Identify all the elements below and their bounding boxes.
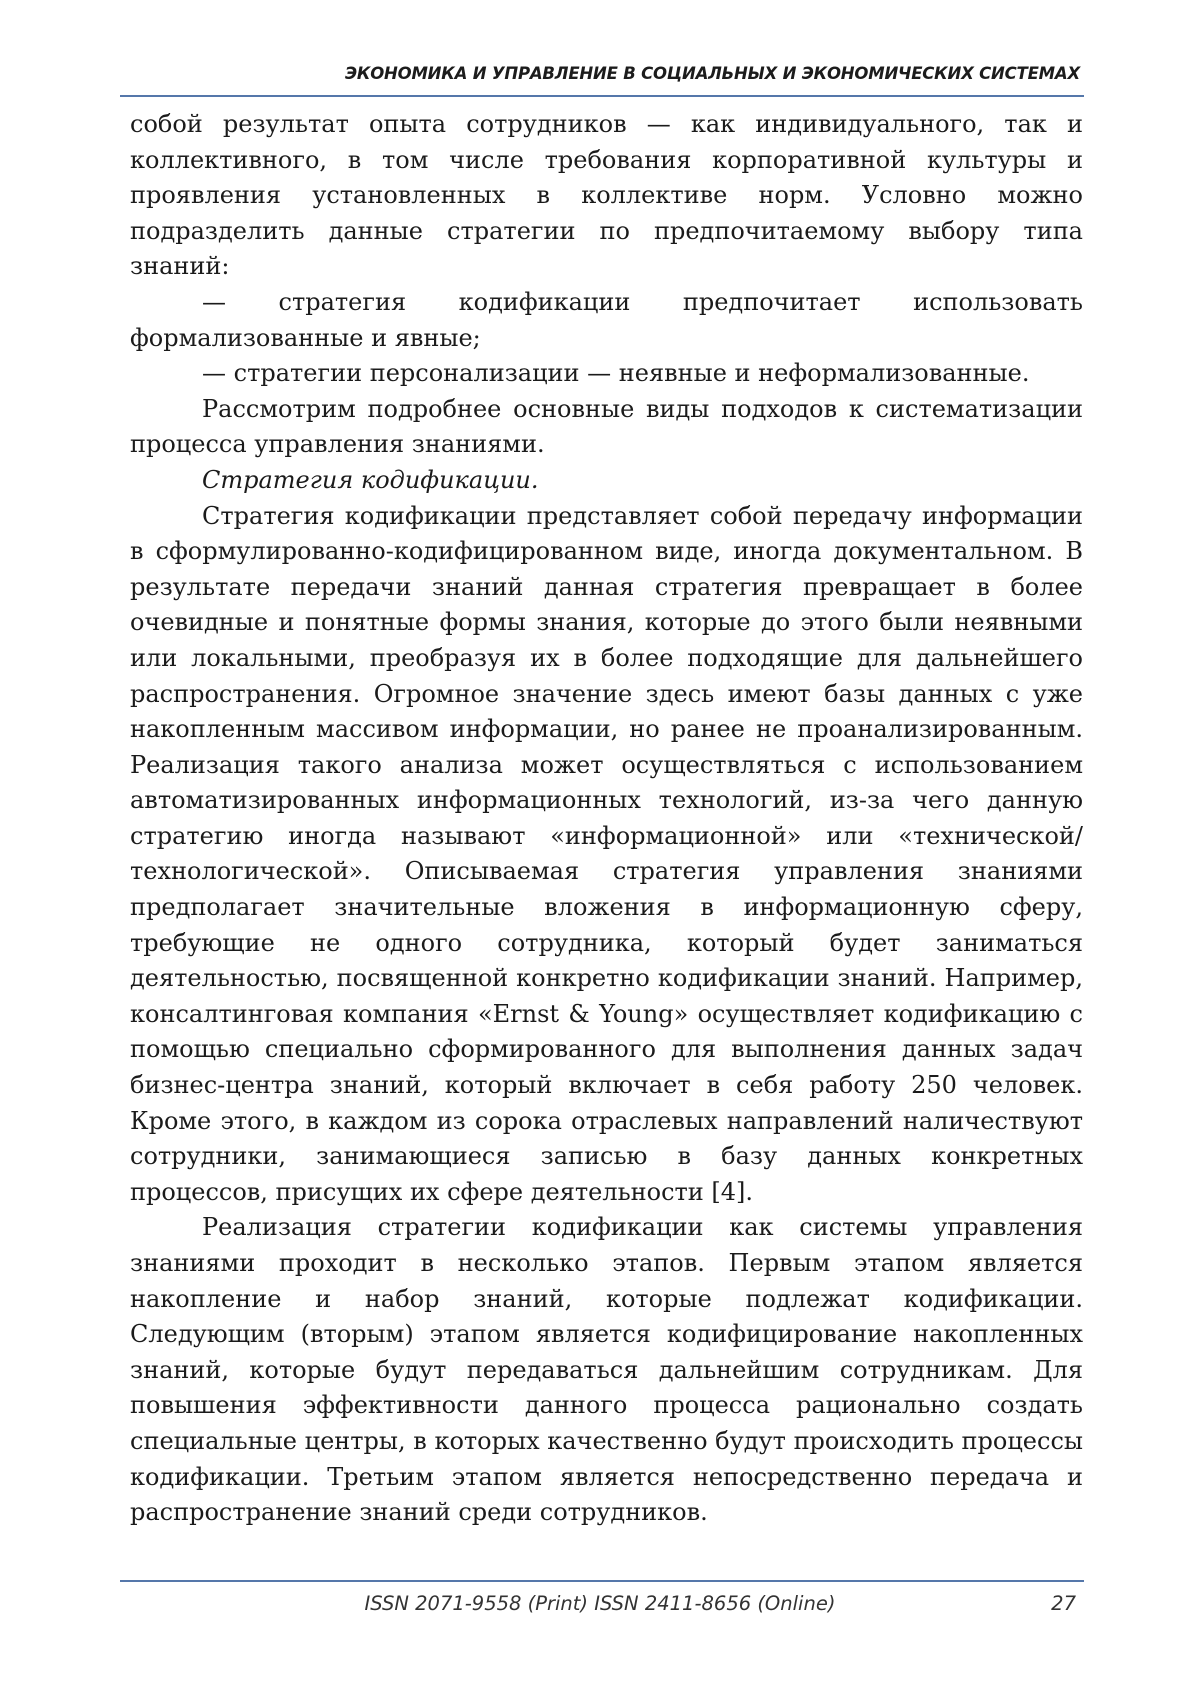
section-heading-codification-strategy: Стратегия кодификации.: [130, 463, 1083, 499]
paragraph-codification-stages: Реализация стратегии кодификации как системы управления знаниями проходит в несколько этапов. Первым этапом является накопление и набор знаний, которые подлежат кодификации. Следующим (вторым) этапом является кодифицирование накопленных знаний, которые будут передаваться дальнейшим сотрудникам. Для повышения эффективности данного процесса рационально создать специальные центры, в которых качественно будут происходить процессы кодификации. Третьим этапом является непосредственно передача и распространение знаний среди сотрудников.: [130, 1210, 1083, 1530]
paragraph-approaches: Рассмотрим подробнее основные виды подходов к систематизации процесса управления знаниями.: [130, 392, 1083, 463]
footer-issn: ISSN 2071-9558 (Print) ISSN 2411-8656 (Online): [0, 1592, 1200, 1615]
paragraph-codification-description: Стратегия кодификации представляет собой передачу информации в сформулированно-кодифицированном виде, иногда документальном. В результате передачи знаний данная стратегия превращает в более очевидные и понятные формы знания, которые до этого были неявными или локальными, преобразуя их в более подходящие для дальнейшего распространения. Огромное значение здесь имеют базы данных с уже накопленным массивом информации, но ранее не проанализированным. Реализация такого анализа может осуществляться с использованием автоматизированных информационных технологий, из-за чего данную стратегию иногда называют «информационной» или «технической/технологической». Описываемая стратегия управления знаниями предполагает значительные вложения в информационную сферу, требующие не одного сотрудника, который будет заниматься деятельностью, посвященной конкретно кодификации знаний. Например, консалтинговая компания «Ernst & Young» осуществляет кодификацию с помощью специально сформированного для выполнения данных задач бизнес-центра знаний, который включает в себя работу 250 человек. Кроме этого, в каждом из сорока отраслевых направлений наличествуют сотрудники, занимающиеся записью в базу данных конкретных процессов, присущих их сфере деятельности [4].: [130, 499, 1083, 1211]
list-item-codification: — стратегия кодификации предпочитает использовать формализованные и явные;: [130, 285, 1083, 356]
header-divider: [120, 95, 1084, 97]
page-number: 27: [1051, 1592, 1076, 1615]
paragraph-intro-continuation: собой результат опыта сотрудников — как индивидуального, так и коллективного, в том числе требования корпоративной культуры и проявления установленных в коллективе норм. Условно можно подразделить данные стратегии по предпочитаемому выбору типа знаний:: [130, 107, 1083, 285]
article-body: [130, 107, 1083, 1531]
running-header: ЭКОНОМИКА И УПРАВЛЕНИЕ В СОЦИАЛЬНЫХ И ЭКОНОМИЧЕСКИХ СИСТЕМАХ: [120, 64, 1080, 83]
footer-divider: [120, 1580, 1084, 1582]
list-item-personalization: — стратегии персонализации — неявные и неформализованные.: [130, 356, 1083, 392]
